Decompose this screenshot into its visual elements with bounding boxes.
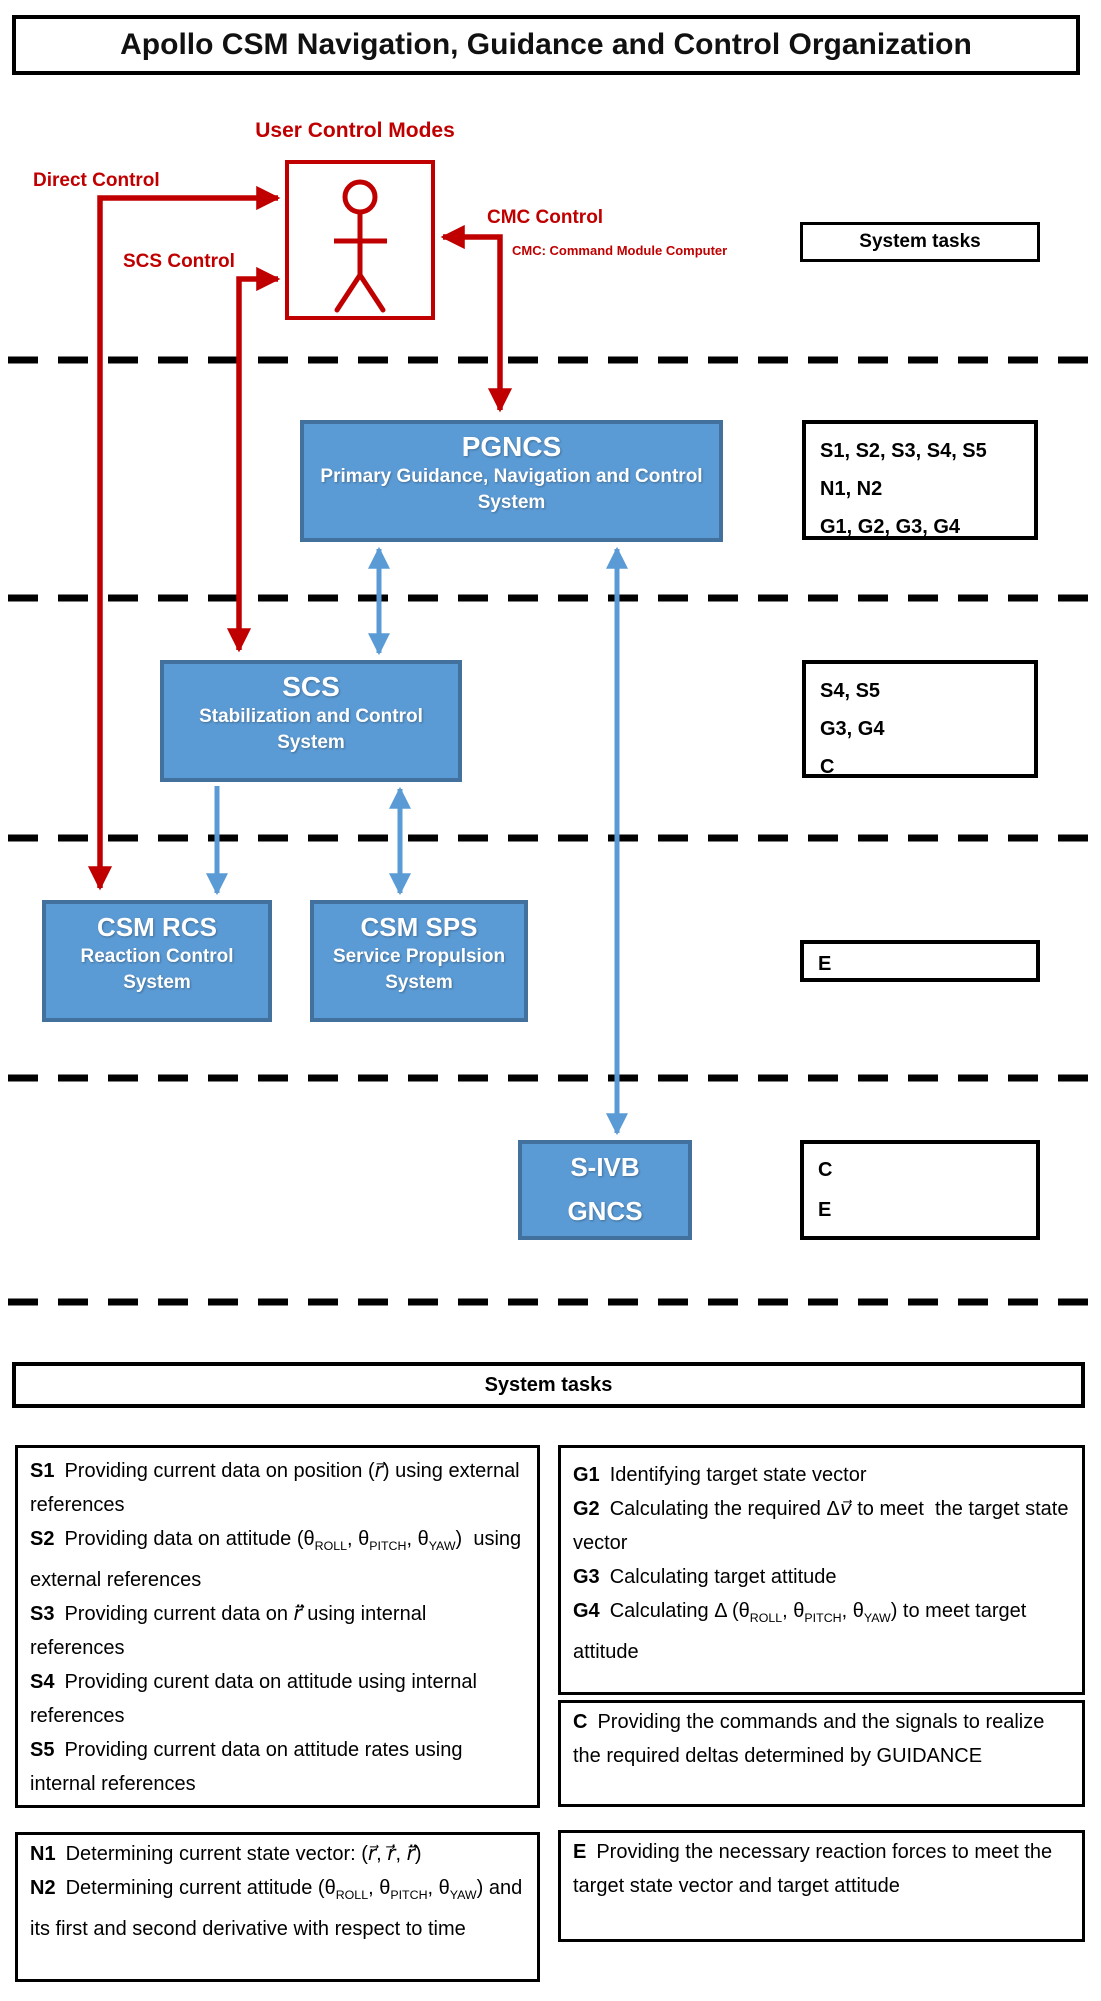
task-line: S1, S2, S3, S4, S5 [820, 440, 987, 462]
task-line: E [818, 1199, 832, 1221]
legend-item-e: E Providing the necessary reaction forces to meet the target state vector and target attitude [573, 1841, 1053, 1897]
csm-sps-subtitle: Service Propulsion System [332, 946, 506, 993]
legend-item-c: C Providing the commands and the signals to realize the required deltas determined by GUIDANCE [573, 1711, 1045, 1767]
direct-control-label: Direct Control [33, 170, 160, 191]
legend-box-c [558, 1700, 1085, 1807]
legend-box-g [558, 1445, 1085, 1695]
csm-rcs-subtitle: Reaction Control System [80, 946, 234, 993]
csm-rcs-title: CSM RCS [97, 912, 217, 942]
task-line: C [820, 756, 835, 778]
pgncs-subtitle: Primary Guidance, Navigation and Control System [320, 466, 703, 513]
scs-box [160, 660, 462, 782]
user-control-modes-label: User Control Modes [255, 119, 455, 142]
task-line: N1, N2 [820, 478, 883, 500]
legend-header-label: System tasks [484, 1373, 613, 1396]
user-control-box [285, 160, 435, 320]
task-line: G1, G2, G3, G4 [820, 516, 961, 538]
task-line: G3, G4 [820, 718, 885, 740]
scs-control-arrow [239, 279, 278, 650]
legend-item-s3: S3 Providing current data on r̈⃗ using internal references [30, 1603, 427, 1659]
scs-title: SCS [282, 671, 340, 702]
legend-item-g4: G4 Calculating Δ ($\theta_{ROLL}$, $\theta_{PITCH}$, $\theta_{YAW}$) to meet target attitude [573, 1600, 1027, 1663]
propulsion-tasks-box [800, 940, 1040, 982]
sivb-gncs-box [518, 1140, 692, 1240]
legend-item-s1: S1 Providing current data on position (r⃗) using external references [30, 1460, 520, 1516]
task-line: S4, S5 [820, 680, 881, 702]
sivb-title-line1: S-IVB [570, 1152, 640, 1182]
pgncs-tasks-box [802, 420, 1038, 540]
legend-box-e [558, 1830, 1085, 1942]
scs-subtitle: Stabilization and Control System [199, 706, 423, 753]
legend-item-g1: G1 Identifying target state vector [573, 1464, 867, 1486]
pgncs-title: PGNCS [461, 431, 562, 462]
stick-figure-icon [289, 165, 431, 315]
direct-control-arrow [100, 198, 278, 888]
legend-item-s5: S5 Providing current data on attitude rates using internal references [30, 1739, 463, 1795]
sivb-tasks-box [800, 1140, 1040, 1240]
page-title-box [12, 15, 1080, 75]
scs-tasks-box [802, 660, 1038, 778]
task-line: E [818, 953, 832, 975]
system-tasks-column-header-label: System tasks [859, 231, 981, 252]
legend-item-s4: S4 Providing curent data on attitude using internal references [30, 1671, 477, 1727]
legend-item-g3: G3 Calculating target attitude [573, 1566, 837, 1588]
cmc-control-arrow [443, 237, 500, 410]
csm-sps-box [310, 900, 528, 1022]
legend-item-n2: N2 Determining current attitude ($\theta_{ROLL}$, $\theta_{PITCH}$, $\theta_{YAW}$) and its first and second derivative with respect to time [30, 1877, 523, 1940]
legend-header-box [12, 1362, 1085, 1408]
cmc-abbreviation-note: CMC: Command Module Computer [512, 243, 728, 258]
system-tasks-column-header [800, 222, 1040, 262]
pgncs-box [300, 420, 723, 542]
page-title: Apollo CSM Navigation, Guidance and Control Organization [120, 28, 972, 61]
scs-control-label: SCS Control [123, 251, 235, 272]
task-line: C [818, 1159, 833, 1181]
cmc-control-label: CMC Control [487, 207, 604, 228]
legend-item-n1: N1 Determining current state vector: (r⃗, ṙ⃗, r̈⃗) [30, 1843, 422, 1865]
legend-box-n [15, 1832, 540, 1982]
legend-box-s [15, 1445, 540, 1808]
legend-item-s2: S2 Providing data on attitude ($\theta_{ROLL}$, $\theta_{PITCH}$, $\theta_{YAW}$) using external references [30, 1528, 522, 1591]
csm-rcs-box [42, 900, 272, 1022]
legend-item-g2: G2 Calculating the required Δv⃗ to meet the target state vector [573, 1498, 1069, 1554]
csm-sps-title: CSM SPS [360, 912, 478, 942]
sivb-title-line2: GNCS [567, 1196, 643, 1226]
